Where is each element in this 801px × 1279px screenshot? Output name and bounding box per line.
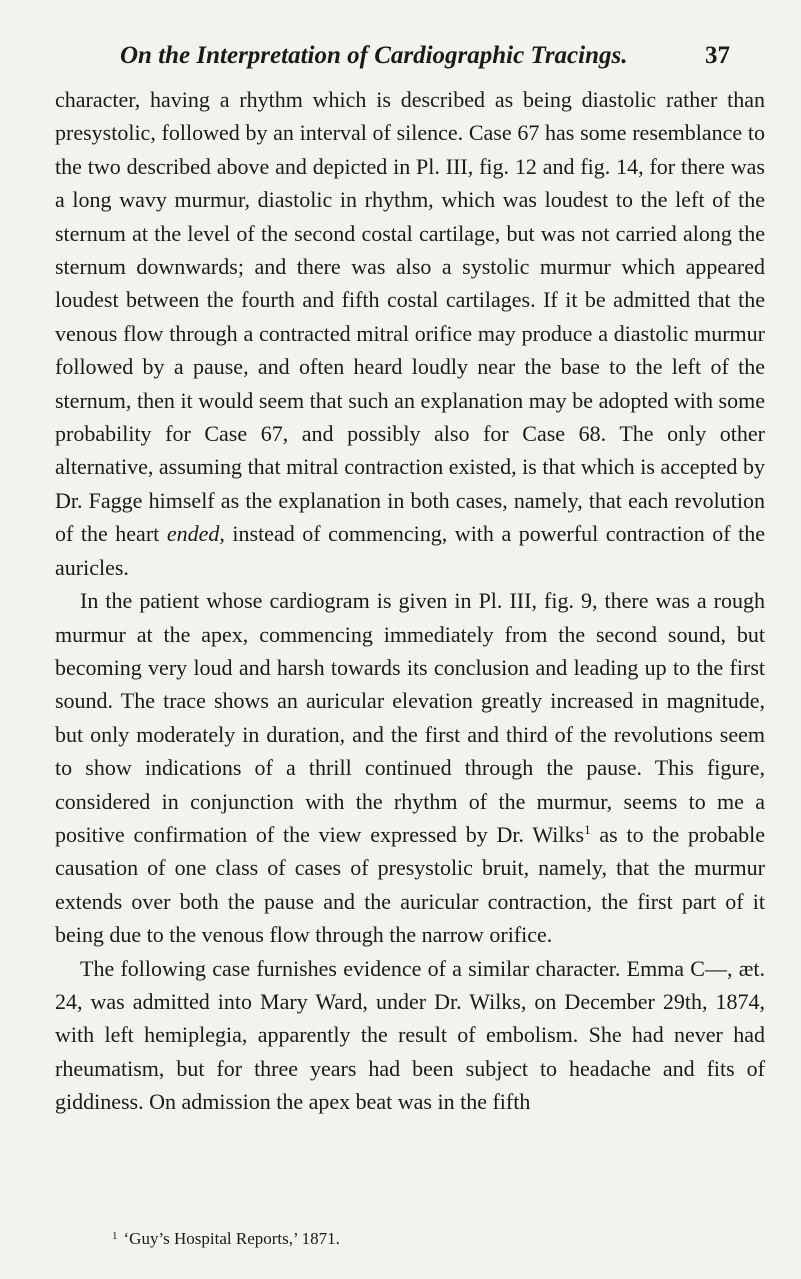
running-head — [120, 36, 730, 76]
footnote-marker: 1 — [112, 1230, 118, 1242]
body-text — [55, 83, 765, 1119]
paragraph-2-text-b: as to the probable causation of one class of cases of presystolic bruit, namely, that the murmur extends over both the pause and the auricular contraction, the first part of it being due to the venous flow through the narrow orifice. — [55, 821, 765, 948]
paragraph-3 — [55, 952, 765, 1119]
paragraph-3-text: The following case furnishes evidence of a similar character. Emma C—, æt. 24, was admitted into Mary Ward, under Dr. Wilks, on December 29th, 1874, with left hemiplegia, apparently the result of embolism. She had never had rheumatism, but for three years had been subject to headache and fits of giddiness. On admission the apex beat was in the fifth — [55, 955, 765, 1115]
emphasis-ended: ended, — [166, 521, 225, 547]
paragraph-1 — [55, 83, 765, 584]
footnote — [112, 1228, 712, 1250]
footnote-reference: 1 — [584, 821, 591, 837]
paragraph-2-text-a: In the patient whose cardiogram is given in Pl. III, fig. 9, there was a rough murmur at the apex, commencing immediately from the second sound, but becoming very loud and harsh towards its conclusion and leading up to the first sound. The trace shows an auricular elevation greatly increased in magnitude, but only moderately in duration, and the first and third of the revolutions seem to show indications of a thrill continued through the pause. This figure, considered in conjunction with the rhythm of the murmur, seems to me a positive confirmation of the view expressed by Dr. Wilks — [55, 588, 765, 847]
running-title: On the Interpretation of Cardiographic Tracings. — [120, 42, 628, 69]
paragraph-2 — [55, 584, 765, 951]
page-number: 37 — [705, 42, 730, 69]
paragraph-1-text-b: instead of commencing, with a powerful contraction of the auricles. — [55, 521, 765, 580]
footnote-text: ‘Guy’s Hospital Reports,’ 1871. — [123, 1229, 340, 1248]
paragraph-1-text-a: character, having a rhythm which is described as being diastolic rather than presystolic, followed by an interval of silence. Case 67 has some resemblance to the two described above and depicted in Pl. III, fig. 12 and fig. 14, for there was a long wavy murmur, diastolic in rhythm, which was loudest to the left of the sternum at the level of the second costal cartilage, but was not carried along the sternum downwards; and there was also a systolic murmur which appeared loudest between the fourth and fifth costal cartilages. If it be admitted that the venous flow through a contracted mitral orifice may produce a diastolic murmur followed by a pause, and often heard loudly near the base to the left of the sternum, then it would seem that such an explanation may be adopted with some probability for Case 67, and possibly also for Case 68. The only other alternative, assuming that mitral contraction existed, is that which is accepted by Dr. Fagge himself as the explanation in both cases, namely, that each revolution of the heart — [55, 87, 765, 547]
